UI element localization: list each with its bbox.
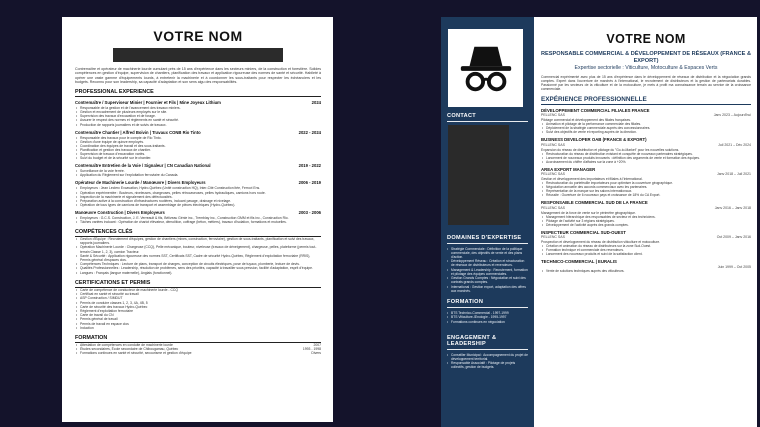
domain-item: • Management & Leadership : Recrutement, formation et pilotage des équipes commerciales.: [447, 268, 528, 276]
cert-item: • Induction: [75, 326, 321, 330]
divider: [447, 307, 528, 308]
sidebar-title-domains: DOMAINES D'EXPERTISE: [447, 235, 522, 241]
formation-item: • BTS Viticulture-Œnologie - 1995-1997: [447, 315, 528, 319]
job-meta: [541, 113, 751, 117]
education-text: • Études secondaires, École secondaire de Chibougamau, Québec: [80, 347, 179, 352]
education-text: • Attestation de compétences en conduite de machinerie lourde: [80, 342, 173, 347]
skill-item: • Compétences Techniques : Lecture de plans, transport de charges, conception de circuits électriques, pose de tuyaux, plomberie, lecture de devis.: [75, 262, 321, 266]
job-dates: Janv 2023 – Aujourd'hui: [713, 113, 751, 118]
job-bullet: • Responsable des travaux pour le compte de Rio Tinto.: [75, 136, 321, 140]
domains-section: [447, 235, 528, 293]
cv-document-left: [62, 17, 333, 422]
job-bullet: • Supervision des travaux d'excavation et de forage.: [75, 114, 321, 118]
engagement-item: • Conseiller Municipal : Accompagnement du projet de développement territorial.: [447, 353, 528, 361]
job-mission: Gestion et développement des importateurs et filiales à l'international.: [541, 177, 643, 182]
job-dates: 2006 - 2019: [298, 180, 321, 186]
job-company: PELLENC SAS: [541, 113, 565, 118]
job-bullet: • Déploiement de la stratégie commerciale auprès des concessionnaires.: [541, 126, 751, 130]
formation-list: [447, 311, 528, 324]
skill-item: • Opération Machinerie Lourde : Chargeuse (CCQ), Pelle mécanique, bouteur, niveleuse (travaux de déneigement), chargeuse, pelles, plateforme (permis tout-terrain Classe 1, 2, 3), camion Tracteur.: [75, 245, 321, 253]
job-title: Contremaître Entretien de la Voie / Signaleur | CN Canadian National: [75, 163, 211, 169]
cert-item: • Permis de travail en espace clos: [75, 322, 321, 326]
job-entry: [75, 180, 321, 206]
cv-headline: RESPONSABLE COMMERCIAL & DÉVELOPPEMENT DE RÉSEAUX (FRANCE & EXPORT): [541, 51, 751, 64]
job-bullet: • Production de rapports journaliers et de suivis de travaux.: [75, 123, 321, 127]
job-bullet: • Gestion et encadrement de plusieurs employés sur le site.: [75, 110, 321, 114]
skill-item: • Gestion d'Équipe : Recrutement d'équipes, gestion de chantiers (mines, construction, ferroviaire), gestion de sous-traitants, planification et suivi des travaux, rapports journaliers.: [75, 237, 321, 245]
section-title-skills: COMPÉTENCES CLÉS: [75, 229, 321, 237]
job-bullets: [75, 106, 321, 126]
education-year: 1993 - 1998: [302, 347, 321, 352]
job-bullet: • Opération expérimentée : Bouteurs, niveleuses, chargeuses, pelles rétrocaveuses, pelles hydrauliques, camions hors route.: [75, 191, 321, 195]
job-bullet: • Coordination des équipes de travail et des sous-traitants.: [75, 144, 321, 148]
job-role: AREA EXPORT MANAGER: [541, 166, 596, 172]
job-bullet: • Opération de tous types de camions de transport et assemblage de pièces électriques (Hydro-Québec).: [75, 203, 321, 207]
formation-section: [447, 299, 528, 324]
domain-item: • International : Gestion export, adaptation des offres aux marchés.: [447, 285, 528, 293]
job-role: DÉVELOPPEMENT COMMERCIAL FILIALES FRANCE: [541, 107, 650, 113]
job-bullet: • Création et animation du réseau de distributeurs sur la zone Sud-Ouest.: [541, 244, 751, 248]
job-dates: Juin 1999 – Oct 2005: [717, 264, 751, 269]
job-title: Opérateur de Machinerie Lourde / Manœuvre | Divers Employeurs: [75, 180, 206, 186]
job-dates: Juil 2021 – Déc 2024: [718, 142, 751, 147]
job-role: BUSINESS DEVELOPER OAB (FRANCE & EXPORT): [541, 137, 647, 143]
cv-main: [541, 17, 751, 273]
job-bullets: [75, 186, 321, 206]
job-mission: Management de la force de vente sur le périmètre géographique.: [541, 210, 636, 215]
job-bullet: • Pilotage de l'activité sur 3 régions stratégiques.: [541, 219, 751, 223]
job-title: Manœuvre Construction | Divers Employeurs: [75, 209, 165, 215]
skills-list: [75, 237, 321, 275]
job-dates: Janv 2018 – Juil 2021: [716, 172, 751, 177]
cv-summary: Commercial expérimenté avec plus de 15 ans d'expérience dans le développement de réseaux de distribution et la négociation grands comptes. Expert dans l'ouverture de marchés à l'international, le recrutement de distributeurs et la gestion de partenariats durables. Passionné par les secteurs de la viticulture et de la motoculture, je mets à profit ma connaissance terrain au service de la croissance commerciale.: [541, 75, 751, 92]
cv-specialty: Expertise sectorielle : Viticulture, Motoculture & Espaces Verts: [574, 65, 718, 72]
job-header: [75, 180, 321, 185]
divider: [447, 243, 528, 244]
certs-list: [75, 288, 321, 330]
job-bullets: [541, 269, 751, 273]
job-title: Contremaître / Superviseur Minier | Fournier et Fils | Mine Joyeux Lithium: [75, 100, 221, 106]
section-title-certs: CERTIFICATIONS ET PERMIS: [75, 280, 321, 288]
job-dates: 2003 - 2006: [298, 209, 321, 215]
job-company: PELLENC SAS: [541, 205, 565, 210]
job-bullet: • Représentation de la marque sur les salons internationaux.: [541, 189, 751, 193]
job-bullet: • Accroissement du chiffre d'affaires sur la zone à +20%.: [541, 160, 751, 164]
job-bullet: • Lancement des nouveaux produits et suivi de la satisfaction client.: [541, 252, 751, 256]
divider: [447, 121, 528, 122]
job-mission: Expansion du réseau de distribution et pilotage du "Go-to-Market" pour les nouvelles solutions.: [541, 147, 680, 152]
job-mission: Prospection et développement du réseau de distribution viticulture et motoculture.: [541, 240, 661, 245]
job-bullet: • Vente de solutions techniques auprès des viticulteurs.: [541, 269, 751, 273]
job-meta: [541, 235, 751, 239]
job-bullet: • Formation technique et commerciale des revendeurs.: [541, 248, 751, 252]
education-year: Divers: [311, 351, 321, 356]
cv-name: VOTRE NOM: [606, 32, 686, 46]
job-bullets: [75, 216, 321, 224]
formation-item: • Formations continues en négociation: [447, 320, 528, 324]
job-entry: [75, 210, 321, 224]
engagement-list: [447, 353, 528, 370]
job-role: INSPECTEUR COMMERCIAL SUD-OUEST: [541, 229, 626, 235]
job-bullet: • Employeurs : G.C.S. Construction, J. E. Verreault & fils, Béliveau Génie inc., Tremblay inc., Construction GMM et fils inc., Construction Rio.: [75, 216, 321, 220]
job-bullet: • Lancement de nouveaux produits innovants : définition des arguments de vente et formation des équipes.: [541, 156, 751, 160]
education-item: [75, 351, 321, 355]
job-header: [75, 210, 321, 215]
experience-list: [75, 100, 321, 224]
job-bullet: • Préparation active à la construction d'infrastructures routières, incluant pavage, drainage et nivelage.: [75, 199, 321, 203]
divider: [447, 349, 528, 350]
cert-item: • Carte de compétence de conducteur de machinerie lourde - CCQ: [75, 288, 321, 292]
job-entry: [541, 137, 751, 164]
job-header: [75, 130, 321, 135]
job-bullets: [541, 244, 751, 256]
job-bullet: • Management hiérarchique des responsables de secteur et des techniciens.: [541, 215, 751, 219]
skill-item: • Santé & Sécurité : Application rigoureuse des normes SST, Certificats SST, Cadre de sécurité Hydro-Québec, Règlement d'exploitation ferroviaire (RRIS), Permis général d'espaces clos.: [75, 254, 321, 262]
job-bullet: • Négociation annuelle des accords commerciaux avec les partenaires.: [541, 185, 751, 189]
job-bullets: [75, 136, 321, 161]
contact-section: [447, 113, 528, 125]
job-entry: [75, 100, 321, 126]
sidebar-title-formation: FORMATION: [447, 299, 484, 305]
skill-item: • Qualités Professionnelles : Leadership, résolution de problèmes, sens des priorités, capacité à travailler sous pression, facilité d'adaptation, esprit d'équipe.: [75, 266, 321, 270]
job-title: Contremaître Chantier | Alfred Boivin | Travaux CONB Rio Tinto: [75, 129, 201, 135]
cv-name: VOTRE NOM: [153, 28, 243, 44]
job-header: [75, 100, 321, 105]
job-bullet: • Supervision de travaux d'excavation variés.: [75, 152, 321, 156]
incognito-icon: [455, 37, 517, 99]
job-entry: [75, 163, 321, 177]
cert-item: • Règlement d'exploitation ferroviaire: [75, 309, 321, 313]
section-title-experience: EXPÉRIENCE PROFESSIONNELLE: [541, 96, 751, 105]
sidebar-title-engagement: ENGAGEMENT & LEADERSHIP: [447, 335, 497, 347]
domains-list: [447, 247, 528, 293]
job-bullets: [75, 169, 321, 177]
job-entry: [541, 200, 751, 227]
experience-list: [541, 108, 751, 273]
cv-document-right: [441, 17, 757, 427]
education-year: 2007: [313, 342, 321, 347]
job-role: RESPONSABLE COMMERCIAL SUD DE LA FRANCE: [541, 200, 648, 206]
job-bullet: • Développement de l'activité auprès des grands comptes.: [541, 223, 751, 227]
job-company: PELLENC SAS: [541, 172, 565, 177]
formation-item: • BTS Technico-Commercial - 1997-1999: [447, 311, 528, 315]
job-bullet: • Restructuration du portefeuille importateurs pour optimiser la couverture géographique.: [541, 181, 751, 185]
education-text: • Formations continues en santé et sécurité, secourisme et gestion d'équipe: [80, 351, 192, 356]
job-company: PELLENC SAS: [541, 142, 565, 147]
job-entry: [541, 108, 751, 135]
job-bullet: • Gestion d'une équipe de quinze employés.: [75, 140, 321, 144]
job-bullet: • Suivi des objectifs de vente et reporting auprès de la direction.: [541, 130, 751, 134]
job-bullet: • Restructuration du réseau de distribution existant et conquête de nouveaux partenaires stratégiques.: [541, 152, 751, 156]
job-dates: 2022 - 2024: [298, 129, 321, 135]
job-bullet: • Employeurs : Jean Leclerc Excavation, Hydro-Québec (Unité construction HQ), Inter-Cité Construction ltée, Ferrovi Ens.: [75, 186, 321, 190]
redacted-contact: [113, 48, 283, 62]
education-list: [75, 343, 321, 355]
job-bullets: [541, 122, 751, 134]
job-meta: [541, 143, 751, 147]
job-dates: Oct 2009 – Janv 2016: [716, 235, 751, 240]
job-dates: Janv 2016 – Janv 2018: [714, 205, 751, 210]
job-dates: 2024: [311, 100, 321, 106]
job-bullet: • Planification et gestion des travaux de chantier.: [75, 148, 321, 152]
engagement-item: • Responsable Associatif : Pilotage de projets collectifs, gestion de budgets.: [447, 361, 528, 369]
cert-item: • Permis de conduire classes 1, 2, 3, 4A, 4B, 5: [75, 301, 321, 305]
domain-item: • Développement Réseau : Création et structuration de réseaux de distributeurs et revendeurs.: [447, 259, 528, 267]
job-meta: [541, 172, 751, 176]
job-bullet: • Animation et pilotage de la performance commerciale des filiales.: [541, 122, 751, 126]
job-dates: 2019 - 2022: [298, 163, 321, 169]
job-bullets: [541, 152, 751, 164]
section-title-education: FORMATION: [75, 335, 321, 343]
job-entry: [75, 130, 321, 161]
engagement-section: [447, 335, 528, 370]
job-mission: Pilotage commercial et développement des filiales françaises.: [541, 118, 631, 123]
sidebar-title-contact: CONTACT: [447, 113, 477, 119]
job-bullets: [541, 181, 751, 197]
domain-item: • Stratégie Commerciale : Définition de la politique commerciale, des objectifs de vente et des plans d'action.: [447, 247, 528, 259]
cv-sidebar: [441, 17, 534, 427]
job-entry: [541, 230, 751, 257]
skill-item: • Langues : Français (langue maternelle), Anglais (fonctionnel).: [75, 271, 321, 275]
job-header: [75, 163, 321, 168]
cert-item: • Carte de sécurité des travaux Hydro-Québec: [75, 305, 321, 309]
job-company: PELLENC SAS: [541, 235, 565, 240]
cert-item: • ASP Construction / SIMDUT: [75, 296, 321, 300]
job-entry: [541, 259, 751, 273]
job-bullet: • Surveillance de la voie ferrée.: [75, 169, 321, 173]
job-bullet: • Inspection de la machinerie et signalement des défectuosités.: [75, 195, 321, 199]
job-bullet: • Responsable de la gestion et de l'avancement des travaux miniers.: [75, 106, 321, 110]
job-bullets: [541, 215, 751, 227]
job-bullet: • Suivi du budget et de la sécurité sur le chantier.: [75, 156, 321, 160]
cv-summary: Contremaître et opérateur de machinerie lourde cumulant près de 15 ans d'expérience dans les secteurs miniers, de la construction et forestière. Solides compétences en gestion d'équipe, supervision de chantiers, planification des travaux et application rigoureuse des normes de santé et sécurité. Habileté à opérer une vaste gamme d'équipements lourds, à entretenir la machinerie et à coordonner les sous-traitants pour respecter les échéanciers et les budgets. Reconnu pour son leadership, sa capacité d'adaptation et son sens aigu des responsabilités.: [75, 67, 321, 84]
domain-item: • Gestion Grands Comptes : Négociation et suivi des contrats grands comptes.: [447, 276, 528, 284]
job-role: TECHNICO-COMMERCIAL | EURALIS: [541, 259, 617, 265]
cert-item: • Carte de travail du CN: [75, 313, 321, 317]
redacted-contact-details: [448, 125, 509, 225]
cert-item: • Permis général de travail: [75, 317, 321, 321]
job-bullet: • Réussite : Ouverture de 6 nouveaux pays et croissance de 18% du CA Export.: [541, 193, 751, 197]
cert-item: • Certificat en santé et sécurité au travail: [75, 292, 321, 296]
job-bullet: • Application du Règlement sur l'exploitation ferroviaire du Canada.: [75, 173, 321, 177]
avatar: [448, 29, 523, 107]
job-meta: [541, 206, 751, 210]
section-title-experience: PROFESSIONAL EXPERIENCE: [75, 89, 321, 97]
job-bullet: • Tâches variées incluant : Opération de chariot élévateur, démolition, coffrage (béton, métiers), travaux d'isolation, formations et mutuelles.: [75, 220, 321, 224]
job-entry: [541, 167, 751, 198]
job-bullet: • Assurer le respect des normes et règlements en santé et sécurité.: [75, 118, 321, 122]
